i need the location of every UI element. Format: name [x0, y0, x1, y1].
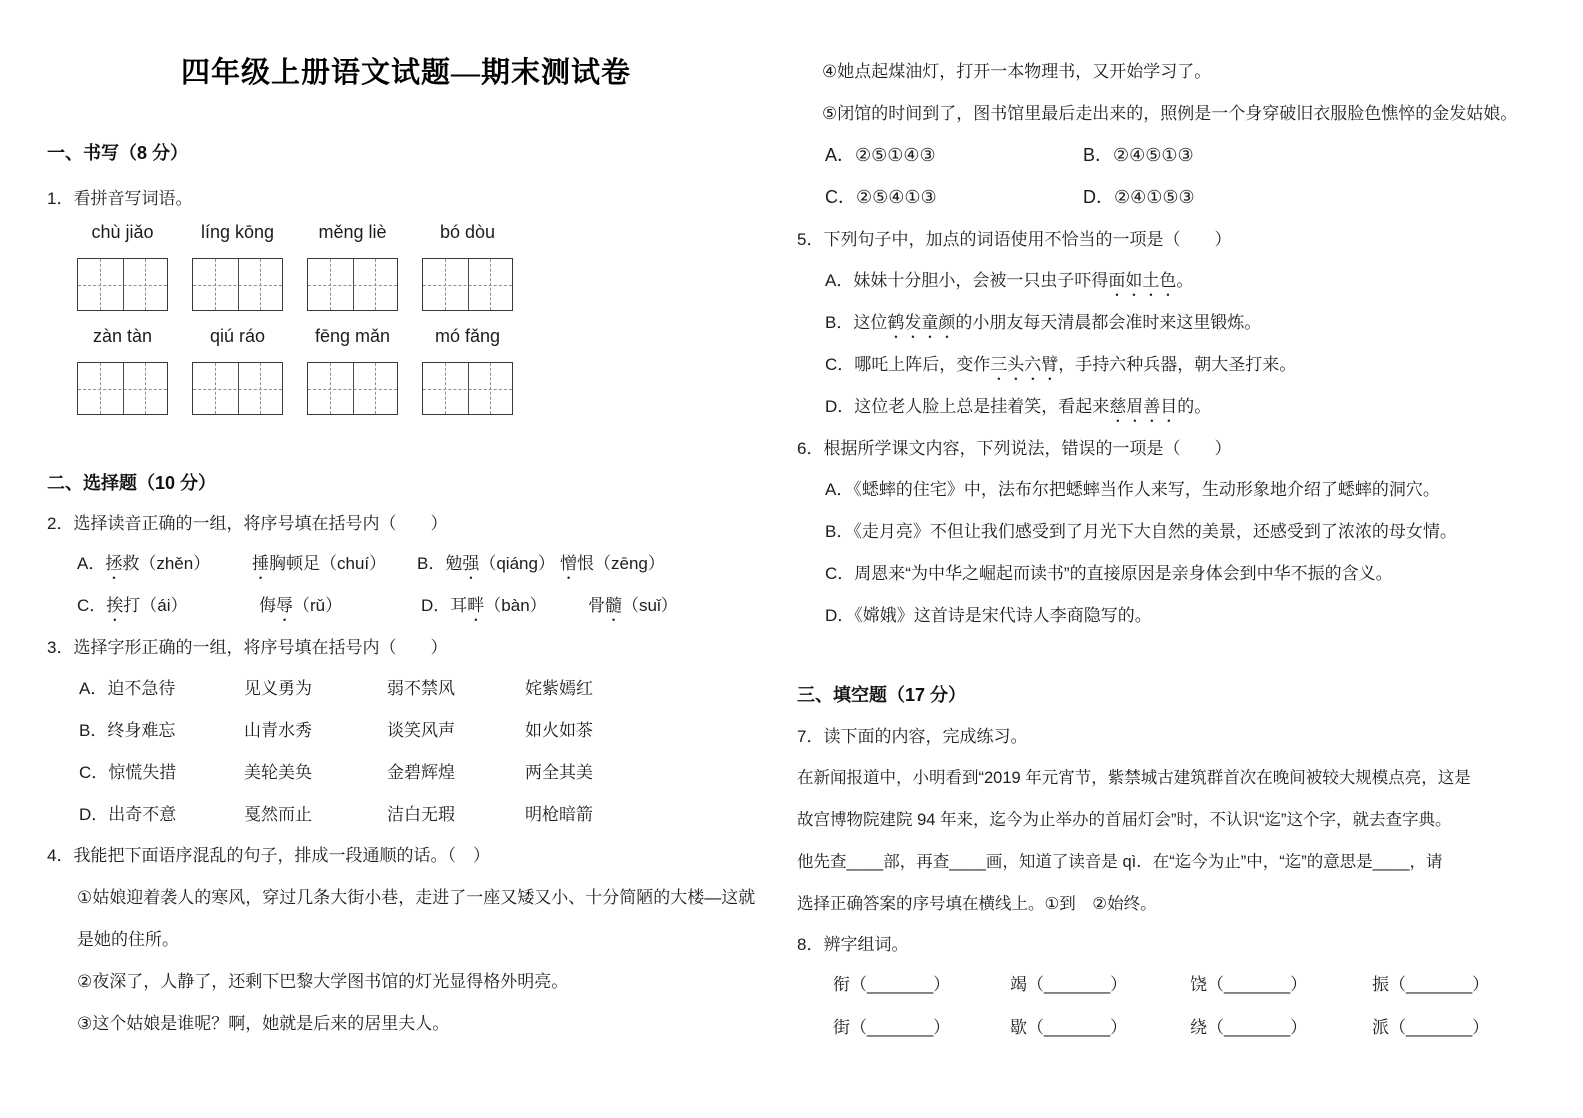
q3-option-row-c	[79, 758, 593, 783]
q3-item: A．迫不急待	[79, 679, 176, 698]
q2-item: 捶胸顿足（chuí）	[252, 554, 387, 573]
q3-option-row-d	[79, 800, 593, 825]
q3-item: 山青水秀	[244, 721, 312, 740]
q6-option-a: A．《蟋蟀的住宅》中，法布尔把蟋蟀当作人来写，生动形象地介绍了蟋蟀的洞穴。	[825, 480, 1440, 499]
q5-label: 5．下列句子中，加点的词语使用不恰当的一项是（ ）	[797, 230, 1232, 249]
grid-dashed-line	[78, 285, 167, 286]
q3-item: 戛然而止	[244, 805, 312, 824]
pinyin-label: bó dòu	[439, 222, 496, 242]
grid-dashed-line	[308, 389, 397, 390]
pinyin-label: zàn tàn	[92, 326, 153, 346]
pinyin-label: líng kōng	[200, 222, 275, 242]
q8-item: 派（_______）	[1372, 1018, 1490, 1037]
q2-item: B．勉强（qiáng）	[417, 554, 555, 573]
q8-item: 饶（_______）	[1190, 975, 1308, 994]
q3-item: B．终身难忘	[79, 721, 176, 740]
q4-option-a: A．②⑤①④③	[825, 145, 936, 165]
q3-item: 姹紫嫣红	[525, 679, 593, 698]
q7-body-line: 他先查____部，再查____画，知道了读音是 qì．在“迄今为止”中，“迄”的意思是____，请	[797, 853, 1443, 871]
q5-option-d: D．这位老人脸上总是挂着笑，看起来慈眉善目的。	[825, 397, 1212, 416]
q3-item: 明枪暗箭	[525, 805, 593, 824]
q2-item: 侮辱（rǔ）	[259, 596, 343, 615]
q4-option-row-1	[825, 141, 1194, 167]
q3-item: 洁白无瑕	[387, 805, 455, 824]
writing-grid	[77, 362, 168, 415]
q6-label: 6．根据所学课文内容，下列说法，错误的一项是（ ）	[797, 439, 1232, 458]
grid-dashed-line	[423, 285, 512, 286]
q2-label: 2．选择读音正确的一组，将序号填在括号内（ ）	[47, 514, 448, 533]
q4-label: 4．我能把下面语序混乱的句子，排成一段通顺的话。（ ）	[47, 846, 490, 865]
writing-grid	[307, 362, 398, 415]
q7-body-line: 选择正确答案的序号填在横线上。①到 ②始终。	[797, 895, 1157, 913]
q3-item: 金碧辉煌	[387, 763, 455, 782]
pinyin-label: fēng mǎn	[314, 326, 391, 346]
q8-row-1	[833, 970, 1489, 995]
section-writing-heading: 一、书写（8 分）	[47, 143, 189, 163]
q4-sentence-1-line-2: 是她的住所。	[77, 930, 179, 949]
q4-sentence-5: ⑤闭馆的时间到了，图书馆里最后走出来的，照例是一个身穿破旧衣服脸色憔悴的金发姑娘。	[822, 104, 1518, 123]
grid-dashed-line	[308, 285, 397, 286]
q6-option-d: D．《嫦娥》这首诗是宋代诗人李商隐写的。	[825, 606, 1152, 625]
q4-option-row-2	[825, 183, 1195, 209]
q8-item: 歇（_______）	[1010, 1018, 1128, 1037]
q3-item: 美轮美奂	[244, 763, 312, 782]
q1-pinyin-row-2	[77, 326, 513, 347]
q1-writing-grid-row-1	[77, 258, 513, 311]
q2-option-row-2	[77, 591, 678, 625]
grid-dashed-line	[193, 285, 282, 286]
q4-option-c: C．②⑤④①③	[825, 187, 937, 207]
q4-sentence-3: ③这个姑娘是谁呢？啊，她就是后来的居里夫人。	[77, 1014, 450, 1033]
q2-item: D．耳畔（bàn）	[421, 596, 547, 615]
q2-item: A．拯救（zhěn）	[77, 554, 211, 573]
q8-row-2	[833, 1013, 1489, 1038]
pinyin-label: qiú ráo	[209, 326, 266, 346]
writing-grid	[422, 258, 513, 311]
writing-grid	[77, 258, 168, 311]
writing-grid	[192, 258, 283, 311]
q8-item: 竭（_______）	[1010, 975, 1128, 994]
writing-grid	[307, 258, 398, 311]
q8-item: 绕（_______）	[1190, 1018, 1308, 1037]
q3-item: 弱不禁风	[387, 679, 455, 698]
page-title: 四年级上册语文试题—期末测试卷	[180, 57, 631, 89]
q8-item: 振（_______）	[1372, 975, 1490, 994]
q6-option-c: C．周恩来“为中华之崛起而读书”的直接原因是亲身体会到中华不振的含义。	[825, 564, 1393, 583]
pinyin-label: měng liè	[318, 222, 387, 242]
writing-grid	[422, 362, 513, 415]
q3-item: 见义勇为	[244, 679, 312, 698]
q7-body-line: 在新闻报道中，小明看到“2019 年元宵节，紫禁城古建筑群首次在晚间被较大规模点亮，这是	[797, 769, 1471, 787]
pinyin-label: chù jiǎo	[91, 222, 154, 242]
writing-grid	[192, 362, 283, 415]
q4-sentence-4: ④她点起煤油灯，打开一本物理书，又开始学习了。	[822, 62, 1212, 81]
q3-item: D．出奇不意	[79, 805, 177, 824]
q3-item: 两全其美	[525, 763, 593, 782]
pinyin-label: mó fǎng	[434, 326, 501, 346]
section-choice-heading: 二、选择题（10 分）	[47, 473, 217, 493]
q2-item: C．挨打（ái）	[77, 596, 188, 615]
section-blank-heading: 三、填空题（17 分）	[797, 685, 967, 705]
q3-option-row-b	[79, 716, 593, 741]
q2-item: 骨髓（suǐ）	[588, 596, 678, 615]
q1-pinyin-row-1	[77, 222, 513, 243]
q8-label: 8．辨字组词。	[797, 935, 909, 954]
q8-item: 街（_______）	[833, 1018, 951, 1037]
q3-option-row-a	[79, 674, 593, 699]
q2-item: 憎恨（zēng）	[560, 554, 665, 573]
q6-option-b: B．《走月亮》不但让我们感受到了月光下大自然的美景，还感受到了浓浓的母女情。	[825, 522, 1457, 541]
q3-item: 谈笑风声	[387, 721, 455, 740]
q5-option-a: A．妹妹十分胆小，会被一只虫子吓得面如土色。	[825, 271, 1194, 290]
q5-option-c: C．哪吒上阵后，变作三头六臂，手持六种兵器，朝大圣打来。	[825, 355, 1297, 374]
q7-label: 7．读下面的内容，完成练习。	[797, 727, 1028, 746]
q3-label: 3．选择字形正确的一组，将序号填在括号内（ ）	[47, 638, 448, 657]
q4-option-b: B．②④⑤①③	[1083, 145, 1194, 165]
q3-item: 如火如茶	[525, 721, 593, 740]
grid-dashed-line	[423, 389, 512, 390]
q4-sentence-2: ②夜深了，人静了，还剩下巴黎大学图书馆的灯光显得格外明亮。	[77, 972, 569, 991]
grid-dashed-line	[193, 389, 282, 390]
q3-item: C．惊慌失措	[79, 763, 177, 782]
q1-writing-grid-row-2	[77, 362, 513, 415]
q5-option-b: B．这位鹤发童颜的小朋友每天清晨都会准时来这里锻炼。	[825, 313, 1262, 332]
q7-body-line: 故宫博物院建院 94 年来，迄今为止举办的首届灯会”时，不认识“迄”这个字，就去查字典。	[797, 811, 1452, 829]
q1-label: 1．看拼音写词语。	[47, 189, 193, 208]
q4-sentence-1-line-1: ①姑娘迎着袭人的寒风，穿过几条大街小巷，走进了一座又矮又小、十分简陋的大楼—这就	[77, 888, 756, 907]
grid-dashed-line	[78, 389, 167, 390]
q4-option-d: D．②④①⑤③	[1083, 187, 1195, 207]
q8-item: 衔（_______）	[833, 975, 951, 994]
q2-option-row-1	[77, 549, 665, 583]
